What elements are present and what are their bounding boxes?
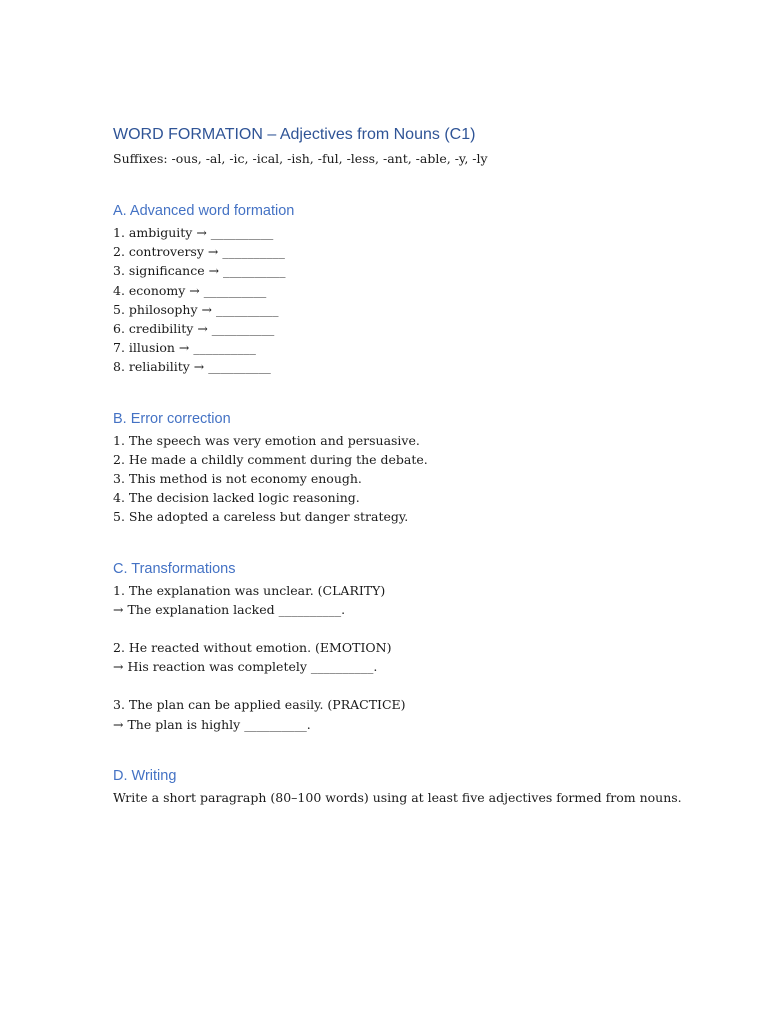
list-item: 5. philosophy → __________ bbox=[113, 301, 279, 317]
list-item: 3. significance → __________ bbox=[113, 263, 286, 279]
transformation-answer: → His reaction was completely __________. bbox=[113, 659, 378, 675]
section-c-list bbox=[113, 581, 713, 734]
section-b-heading: B. Error correction bbox=[113, 410, 231, 427]
transformation-answer: → The plan is highly __________. bbox=[113, 716, 311, 732]
list-item: 4. The decision lacked logic reasoning. bbox=[113, 490, 360, 506]
section-a-list bbox=[113, 223, 713, 377]
worksheet bbox=[113, 124, 713, 807]
list-item: 6. credibility → __________ bbox=[113, 321, 275, 337]
list-item: 5. She adopted a careless but danger strategy. bbox=[113, 509, 409, 525]
section-a-heading: A. Advanced word formation bbox=[113, 203, 295, 219]
transformation-prompt: 1. The explanation was unclear. (CLARITY) bbox=[113, 582, 386, 598]
suffix-list: Suffixes: -ous, -al, -ic, -ical, -ish, -ful, -less, -ant, -able, -y, -ly bbox=[113, 151, 488, 166]
transformation-prompt: 3. The plan can be applied easily. (PRACTICE) bbox=[113, 697, 406, 713]
list-item: 4. economy → __________ bbox=[113, 282, 267, 298]
list-item: 3. This method is not economy enough. bbox=[113, 471, 362, 487]
list-item: 2. controversy → __________ bbox=[113, 244, 285, 260]
transformation-answer: → The explanation lacked __________. bbox=[113, 601, 346, 617]
list-item: 1. ambiguity → __________ bbox=[113, 225, 274, 240]
writing-instruction: Write a short paragraph (80–100 words) using at least five adjectives formed from nouns. bbox=[113, 789, 682, 805]
document-title: WORD FORMATION – Adjectives from Nouns (C1) bbox=[113, 126, 476, 143]
list-item: 8. reliability → __________ bbox=[113, 359, 271, 375]
section-b-list bbox=[113, 431, 713, 527]
transformation-prompt: 2. He reacted without emotion. (EMOTION) bbox=[113, 640, 392, 656]
section-d-heading: D. Writing bbox=[113, 767, 177, 784]
section-c-heading: C. Transformations bbox=[113, 560, 236, 577]
list-item: 7. illusion → __________ bbox=[113, 340, 256, 356]
list-item: 1. The speech was very emotion and persuasive. bbox=[113, 432, 420, 448]
list-item: 2. He made a childly comment during the debate. bbox=[113, 451, 428, 467]
